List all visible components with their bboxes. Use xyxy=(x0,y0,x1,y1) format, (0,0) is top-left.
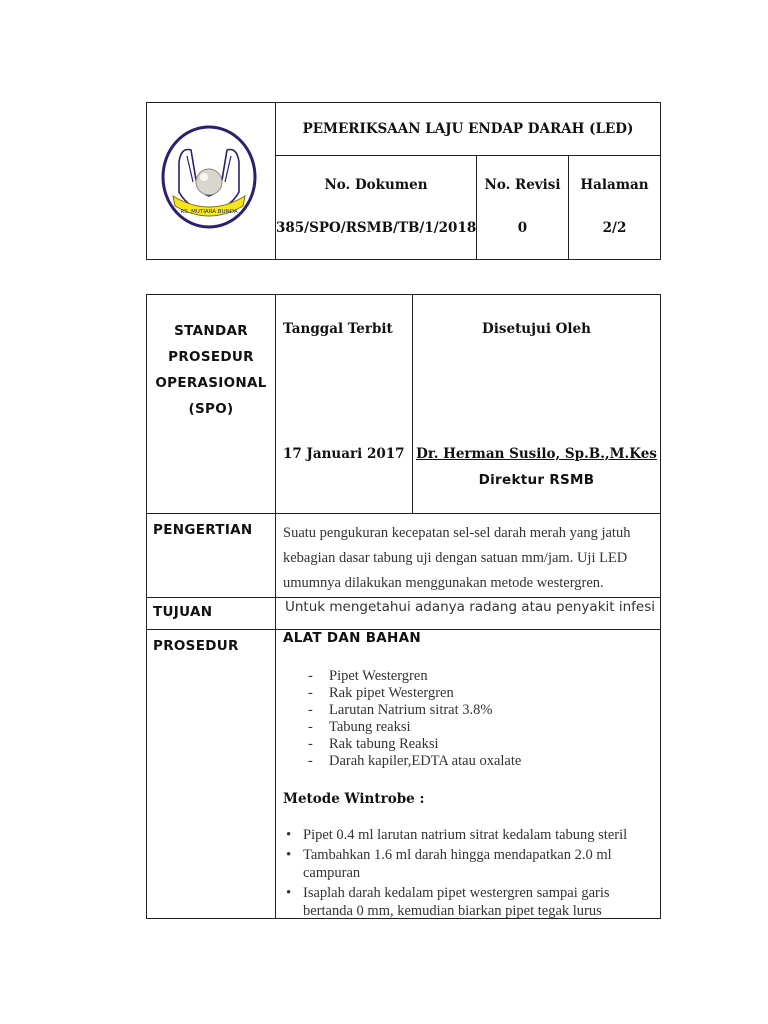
alat-item: - Larutan Natrium sitrat 3.8% xyxy=(283,702,653,719)
doc-number-label: No. Dokumen xyxy=(324,177,428,193)
metode-heading: Metode Wintrobe : xyxy=(283,791,425,807)
metode-item: • Pipet 0.4 ml larutan natrium sitrat kedalam tabung steril xyxy=(283,826,653,844)
alat-item: - Rak pipet Westergren xyxy=(283,685,653,702)
approved-by-label: Disetujui Oleh xyxy=(482,321,591,337)
pengertian-label: PENGERTIAN xyxy=(153,522,253,538)
pengertian-line: Suatu pengukuran kecepatan sel-sel darah merah yang jatuh xyxy=(283,525,631,541)
revision-value: 0 xyxy=(517,220,528,236)
issue-date-label: Tanggal Terbit xyxy=(283,321,393,337)
alat-heading: ALAT DAN BAHAN xyxy=(283,630,421,646)
alat-list xyxy=(283,668,653,770)
revision-label: No. Revisi xyxy=(484,177,561,193)
spo-title-line: STANDAR xyxy=(174,323,248,339)
tujuan-label: TUJUAN xyxy=(153,604,213,620)
doc-number-value: 385/SPO/RSMB/TB/1/2018 xyxy=(276,220,477,236)
alat-item: - Darah kapiler,EDTA atau oxalate xyxy=(283,753,653,770)
metode-list xyxy=(283,826,653,922)
document-title: PEMERIKSAAN LAJU ENDAP DARAH (LED) xyxy=(302,121,634,137)
pengertian-line: umumnya dilakukan menggunakan metode westergren. xyxy=(283,575,604,591)
approver-name: Dr. Herman Susilo, Sp.B.,M.Kes xyxy=(416,446,657,462)
hospital-logo xyxy=(159,122,259,232)
tujuan-text: Untuk mengetahui adanya radang atau penyakit infesi xyxy=(285,599,655,615)
metode-item: • Isaplah darah kedalam pipet westergren sampai garis bertanda 0 mm, kemudian biarkan pipet tegak lurus xyxy=(283,884,653,920)
page-value: 2/2 xyxy=(602,220,627,236)
logo-text: RS. MUTIARA BUNDA xyxy=(180,209,238,215)
alat-item: - Tabung reaksi xyxy=(283,719,653,736)
spo-title-line: (SPO) xyxy=(188,401,234,417)
pengertian-line: kebagian dasar tabung uji dengan satuan mm/jam. Uji LED xyxy=(283,550,628,566)
approver-title: Direktur RSMB xyxy=(478,472,595,488)
alat-item: - Pipet Westergren xyxy=(283,668,653,685)
prosedur-label: PROSEDUR xyxy=(153,638,239,654)
pengertian-text xyxy=(283,521,658,596)
spo-title-line: PROSEDUR xyxy=(168,349,254,365)
spo-title xyxy=(147,318,275,422)
metode-item: • Tambahkan 1.6 ml darah hingga mendapatkan 2.0 ml campuran xyxy=(283,846,653,882)
alat-item: - Rak tabung Reaksi xyxy=(283,736,653,753)
page-label: Halaman xyxy=(580,177,649,193)
spo-title-line: OPERASIONAL xyxy=(155,375,267,391)
issue-date-value: 17 Januari 2017 xyxy=(283,446,405,462)
